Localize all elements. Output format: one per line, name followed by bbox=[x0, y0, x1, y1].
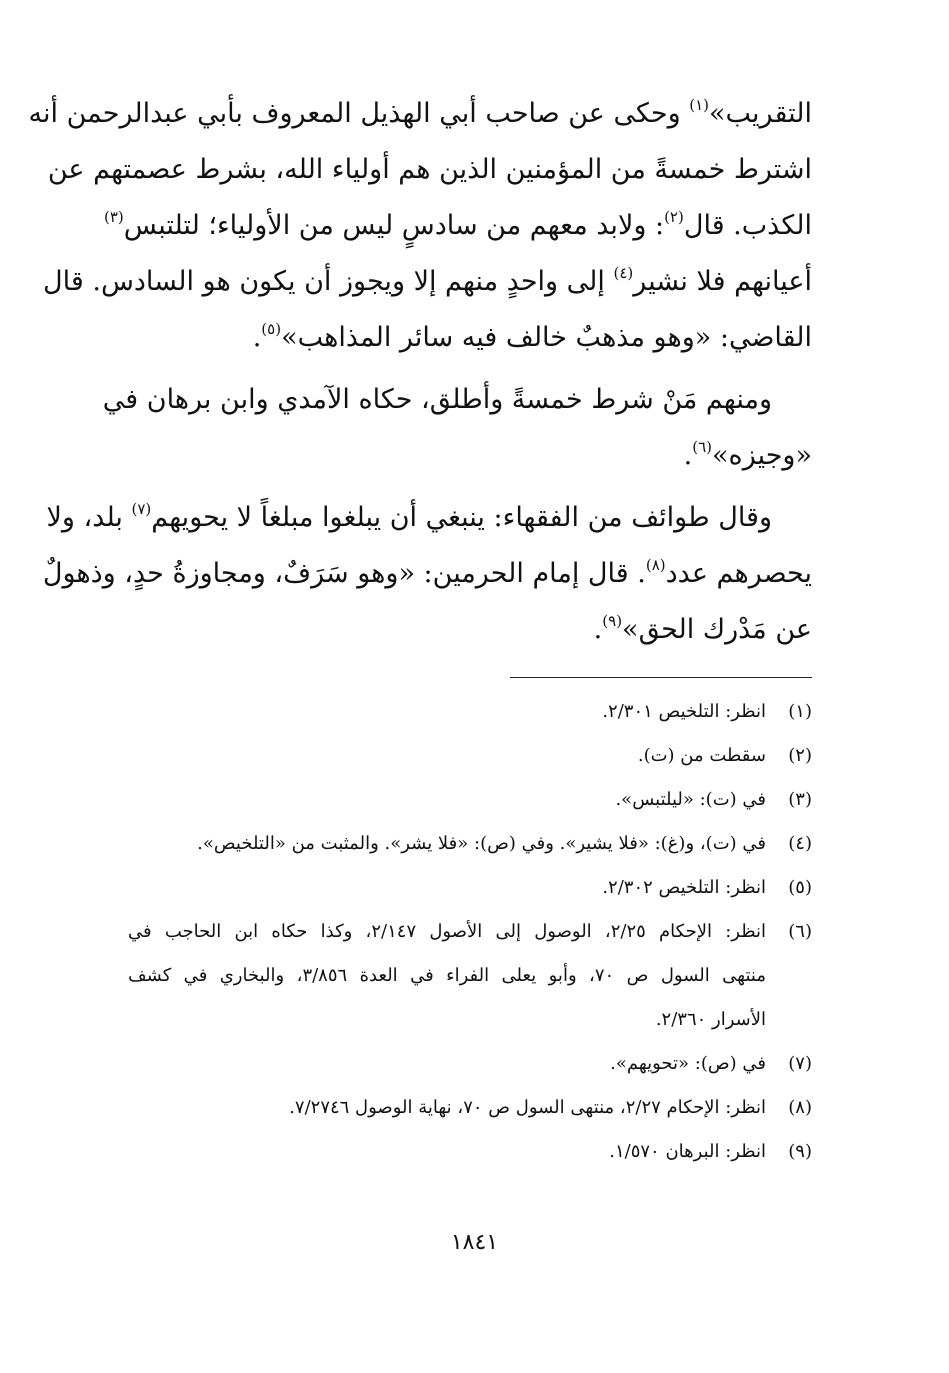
footnote-text: في (ت)، و(غ): «فلا يشير». وفي (ص): «فلا يشر». والمثبت من «التلخيص». bbox=[197, 833, 766, 854]
text-line: يحصرهم عدد$^{(٨)}$. قال إمام الحرمين: «وهو سَرَفٌ، ومجاوزةُ حدٍ، وذهولٌ bbox=[42, 556, 812, 589]
footnote-text: انظر: التلخيص ٢/٣٠١. bbox=[602, 701, 766, 722]
text-line: التقريب»$^{(١)}$ وحكى عن صاحب أبي الهذيل المعروف بأبي عبدالرحمن أنه bbox=[28, 96, 812, 129]
footnote-7 bbox=[128, 1042, 812, 1086]
footnote-ref: (٣) bbox=[103, 208, 124, 226]
footnote-number: (٤) bbox=[788, 833, 812, 854]
footnote-9 bbox=[128, 1130, 812, 1174]
footnote-8 bbox=[128, 1086, 812, 1130]
footnote-ref: (٦) bbox=[692, 438, 713, 456]
footnote-ref: (٨) bbox=[645, 556, 666, 574]
paragraph-2 bbox=[102, 372, 812, 484]
text-line: اشترط خمسةً من المؤمنين الذين هم أولياء الله، بشرط عصمتهم عن bbox=[47, 154, 812, 185]
text-line: الكذب. قال$^{(٢)}$: ولابد معهم من سادسٍ ليس من الأولياء؛ لتلتبس$^{(٣)}$ bbox=[103, 208, 812, 241]
footnote-text: انظر: الإحكام ٢/٢٧، منتهى السول ص ٧٠، نهاية الوصول ٧/٢٧٤٦. bbox=[289, 1097, 766, 1118]
footnote-4 bbox=[128, 822, 812, 866]
footnote-number: (٨) bbox=[788, 1097, 812, 1118]
footnote-number: (٩) bbox=[788, 1141, 812, 1162]
footnotes bbox=[128, 690, 812, 1174]
footnote-ref: (٩) bbox=[602, 612, 623, 630]
footnote-text: في (ت): «ليلتبس». bbox=[615, 789, 766, 810]
footnote-text: سقطت من (ت). bbox=[637, 745, 766, 766]
footnote-text: انظر: التلخيص ٢/٣٠٢. bbox=[602, 877, 766, 898]
footnote-6 bbox=[128, 910, 812, 1042]
footnote-ref: (١) bbox=[689, 96, 710, 114]
footnote-number: (١) bbox=[788, 701, 812, 722]
text-line: وقال طوائف من الفقهاء: ينبغي أن يبلغوا مبلغاً لا يحويهم$^{(٧)}$ بلد، ولا bbox=[46, 500, 772, 533]
footnote-ref: (٢) bbox=[664, 208, 684, 226]
footnote-text: في (ص): «تحويهم». bbox=[610, 1053, 766, 1074]
footnote-text: الأسرار ٢/٣٦٠. bbox=[655, 1009, 766, 1030]
footnote-1 bbox=[128, 690, 812, 734]
footnote-separator bbox=[510, 677, 812, 678]
footnote-text: انظر: الإحكام ٢/٢٥، الوصول إلى الأصول ٢/١٤٧، وكذا حكاه ابن الحاجب في bbox=[128, 921, 766, 942]
footnote-text: انظر: البرهان ١/٥٧٠. bbox=[609, 1141, 766, 1162]
text-line: ومنهم مَنْ شرط خمسةً وأطلق، حكاه الآمدي وابن برهان في bbox=[102, 384, 772, 415]
page-number: ١٨٤١ bbox=[450, 1230, 499, 1255]
paragraph-1 bbox=[28, 86, 812, 366]
text-line: «وجيزه»$^{(٦)}$. bbox=[683, 438, 812, 471]
footnote-number: (٧) bbox=[788, 1053, 812, 1074]
footnote-5 bbox=[128, 866, 812, 910]
text-line: عن مَدْرك الحق»$^{(٩)}$. bbox=[593, 612, 812, 645]
footnote-number: (٣) bbox=[788, 789, 812, 810]
footnote-ref: (٤) bbox=[613, 264, 634, 282]
footnote-number: (٥) bbox=[788, 877, 812, 898]
footnote-text: منتهى السول ص ٧٠، وأبو يعلى الفراء في العدة ٣/٨٥٦، والبخاري في كشف bbox=[128, 965, 766, 986]
paragraph-3 bbox=[42, 490, 812, 658]
footnote-3 bbox=[128, 778, 812, 822]
footnote-ref: (٥) bbox=[261, 320, 282, 338]
footnote-ref: (٧) bbox=[131, 500, 152, 518]
text-line: أعيانهم فلا نشير$^{(٤)}$ إلى واحدٍ منهم إلا ويجوز أن يكون هو السادس. قال bbox=[43, 264, 812, 297]
footnote-number: (٢) bbox=[788, 745, 812, 766]
footnote-2 bbox=[128, 734, 812, 778]
footnote-number: (٦) bbox=[788, 921, 812, 942]
text-line: القاضي: «وهو مذهبٌ خالف فيه سائر المذاهب»$^{(٥)}$. bbox=[252, 320, 812, 353]
